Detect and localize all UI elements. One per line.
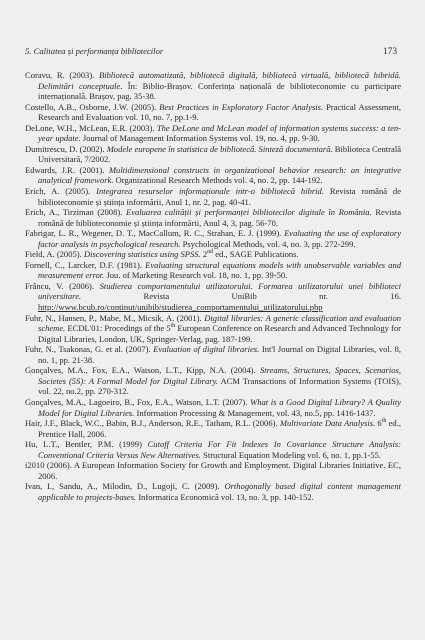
reference-text: Fabrigar, L. R., Wegener, D. T., MacCallum, R. C., Strahan, E. J. (1999). [25, 228, 285, 239]
reference-text: Edwards, J.R. (2001). [25, 164, 109, 175]
reference-text: Revista română de biblioteconomie și știința informării, Anul 1, nr. 2, pag. 40-41. [38, 186, 401, 207]
running-head [25, 46, 397, 57]
reference-text: 6 [375, 418, 382, 429]
reference-text: Erich, A., Tirziman (2008). [25, 207, 126, 218]
reference-title: Studierea comportamentului utilizatorului. Formarea utilizatorului unei biblioteci universitare. [38, 280, 401, 302]
reference-title: Digital libraries: A generic classification and evaluation scheme. [38, 312, 401, 334]
reference-title: Evaluation of digital libraries. [153, 344, 260, 355]
reference-title: What is a Good Digital Library? A Quality Model for Digital Libraries. [38, 396, 401, 418]
reference-entry [25, 144, 401, 165]
reference-text: 2 [200, 249, 208, 260]
reference-text: Erich, A. (2005). [25, 186, 97, 197]
reference-text: nd [207, 249, 214, 256]
reference-title: Cutoff Criteria For Fit Indexes In Covariance Structure Analysis: Conventional Criteria Versus New Alternatives. [38, 439, 401, 460]
reference-entry [25, 418, 401, 439]
reference-text: Organizational Research Methods vol. 4, no. 2, pp. 144-192. [113, 175, 323, 186]
reference-text: Hu, L.T., Bentler, P.M. (1999) [25, 439, 148, 450]
reference-text: Revista UniBib nr. 16. [81, 291, 401, 302]
reference-text: Psychological Methods, vol. 4, no. 3, pp. 272-299. [180, 238, 356, 249]
reference-title: Modele europene în statistica de bibliotecă. Sinteză documentară. [106, 143, 333, 154]
reference-text: European Conference on Research and Advanced Technology for Digital Libraries, London, UK, Springer-Verlag, pag. 187-199. [38, 323, 401, 344]
reference-title: Bibliotecă automatizată, bibliotecă digitală, bibliotecă virtuală, bibliotecă hibridă. Delimitări conceptuale [38, 70, 401, 91]
reference-title: Evaluarea calității și performanței bibliotecilor digitale în România. [125, 207, 372, 218]
reference-text: Information Processing & Management, vol. 43, no.5, pp. 1416-1437. [134, 407, 376, 418]
reference-entry [25, 439, 401, 460]
reference-text: Jou. of Marketing Research vol. 18, no. 1, pp. 39-50. [104, 270, 288, 281]
reference-entry [25, 165, 401, 186]
reference-entry [25, 186, 401, 207]
reference-entry [25, 397, 401, 418]
reference-text: Field, A. (2005). [25, 249, 84, 260]
reference-text: Gonçalves, M.A., Fox, E.A., Watson, L.T., Kipp, N.A. (2004). [25, 365, 260, 376]
reference-title: Streams, Structures, Spaces, Scenarios, Societes (5S): A Formal Model for Digital Library. [38, 365, 401, 386]
reference-text: ed., SAGE Publications. [213, 249, 299, 260]
reference-entry [25, 228, 401, 249]
reference-text: Informatica Economică vol. 13, no. 3, pp. 140-152. [136, 491, 314, 502]
reference-text: ECDL'01: Procedings of the 5 [65, 323, 171, 334]
reference-text: Fuhr, N., Tsakonas, G. et al. (2007). [25, 344, 154, 355]
reference-text: th [381, 418, 387, 425]
reference-text: ACM Transactions of Information Systems (TOIS), vol. 22, no.2, pp. 270-312. [38, 375, 401, 397]
reference-entry [25, 281, 401, 313]
reference-text: ed., Prentice Hall, 2006. [38, 418, 401, 439]
reference-entry [25, 481, 401, 502]
reference-text: Dumitrescu, D. (2002). [25, 143, 107, 154]
reference-text: Revista română de biblioteconomie și știința informării, Anul 4, 3, pag. 56-70. [38, 207, 401, 228]
reference-text: . În: Biblio-Brașov. Conferința națională de biblioteconomie cu participare internațională. Brașov, pag. 35-38. [38, 80, 401, 102]
reference-entry [25, 207, 401, 228]
reference-text: DeLone, W.H., McLean, E.R. (2003). [25, 122, 157, 133]
reference-text: Costello, A.B., Osborne, J.W. (2005). [25, 101, 160, 112]
reference-text: Structural Equation Modeling vol. 6, no. 1, pp.1-55. [200, 449, 381, 460]
reference-text: Hair, J.F., Black, W.C., Babin, B.J., Anderson, R.E., Tatham, R.L. (2006). [25, 418, 280, 429]
reference-title: Evaluating structural equations models with unobservable variables and measurement error. [38, 259, 401, 281]
reference-title: Evaluating the use of exploratory factor analysis in psychological research. [38, 228, 401, 249]
reference-title: Best Practices in Exploratory Factor Analysis. [159, 101, 324, 112]
reference-entry [25, 460, 401, 481]
reference-text: Biblioteca Centrală Universitară, 7/2002. [38, 143, 401, 165]
reference-text: Fornell, C., Larcker, D.F. (1981). [25, 259, 146, 270]
reference-entry [25, 123, 401, 144]
reference-entry [25, 365, 401, 397]
reference-entry [25, 260, 401, 281]
reference-title: Orthogonally based digital content management applicable to projects-bases. [38, 481, 401, 502]
reference-title: Multidimensional constructs in organizational behavior research: an integrative analytical framework. [38, 164, 401, 186]
reference-list [25, 70, 401, 502]
reference-text: Coravu, R. (2003). [25, 70, 99, 80]
reference-title: Discovering statistics using SPSS. [83, 249, 201, 260]
reference-title: The DeLone and McLean model of information systems success: a ten-year update. [38, 122, 401, 144]
reference-entry [25, 344, 401, 365]
reference-text: Practical Assessment, Research and Evaluation vol. 10, no. 7, pp.1-9. [38, 101, 401, 123]
reference-title: Integrarea resurselor informaționale intr-o bibliotecă hibrid. [96, 186, 324, 197]
reference-text: i2010 (2006). A European Information Society for Growth and Employment. Digital Libraries Initiative. EC, 2006. [25, 460, 401, 481]
reference-text: Int'l Journal on Digital Libraries, vol. 8, no. 1, pp. 21-38. [38, 344, 402, 365]
chapter-title: 5. Calitatea și performanța bibliotecilor [25, 46, 164, 56]
reference-entry [25, 70, 401, 102]
reference-text: th [170, 323, 176, 330]
reference-text: Gonçalves, M.A., Lagoeiro, B., Fox, E.A., Watson, L.T. (2007). [25, 396, 251, 407]
reference-text: Journal of Management Information Systems vol. 19, no. 4, pp. 9-30. [80, 133, 320, 144]
reference-text: Fuhr, N., Hansen, P., Mabe, M., Micsik, A. (2001). [25, 312, 205, 323]
reference-text: Ivan, I., Sandu, A., Milodin, D., Lugoji, C. (2009). [25, 481, 225, 492]
reference-url[interactable]: http://www.bcub.ro/continut/unibib/studierea_comportamentului_utilizatorului.php [38, 302, 323, 313]
reference-entry [25, 313, 401, 345]
reference-entry [25, 102, 401, 123]
reference-entry [25, 249, 401, 260]
reference-text: Frâncu, V. (2006). [25, 280, 100, 291]
reference-title: Multivariate Data Analysis. [279, 418, 376, 429]
page-number: 173 [382, 47, 397, 57]
